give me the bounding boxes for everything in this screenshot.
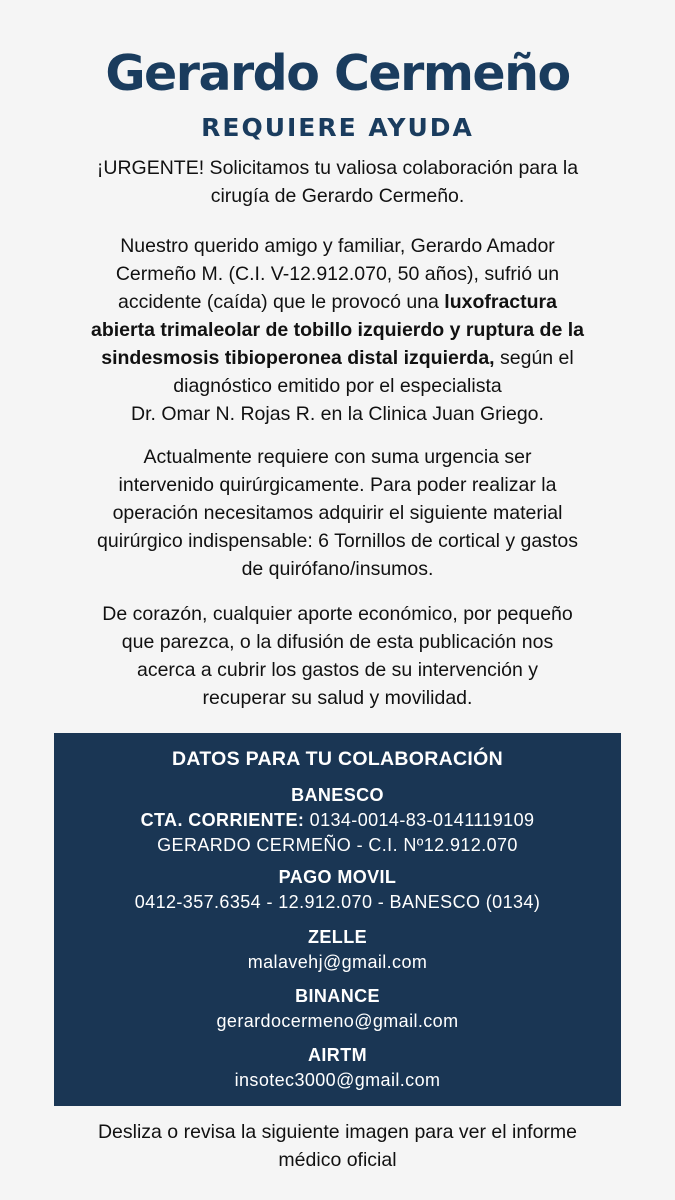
appeal-line: que parezca, o la difusión de esta publicación nos — [121, 631, 554, 653]
intro-line: ¡URGENTE! Solicitamos tu valiosa colaboración para la — [96, 157, 579, 179]
diagnosis-bold: abierta trimaleolar de tobillo izquierdo y ruptura de la — [90, 319, 584, 341]
banesco-holder: GERARDO CERMEÑO - C.I. Nº12.912.070 — [157, 835, 518, 855]
footer-line: médico oficial — [278, 1149, 397, 1171]
need-line: intervenido quirúrgicamente. Para poder realizar la — [118, 474, 557, 496]
story-text: accidente (caída) que le provocó una — [118, 291, 445, 313]
footer-line: Desliza o revisa la siguiente imagen para ver el informe — [97, 1121, 578, 1143]
zelle-email: malavehj@gmail.com — [247, 952, 428, 972]
need-line: de quirófano/insumos. — [241, 558, 434, 580]
story-line — [40, 288, 635, 316]
need-line: quirúrgico indispensable: 6 Tornillos de cortical y gastos — [97, 530, 578, 552]
account-label: CTA. CORRIENTE: — [140, 810, 305, 830]
diagnosis-bold: sindesmosis tibioperonea distal izquierda, — [101, 347, 495, 369]
banesco-block — [54, 783, 621, 858]
airtm-email: insotec3000@gmail.com — [234, 1070, 441, 1090]
intro-line: cirugía de Gerardo Cermeño. — [210, 185, 465, 207]
airtm-block — [54, 1043, 621, 1093]
page-subtitle: REQUIERE AYUDA — [201, 113, 474, 142]
airtm-heading: AIRTM — [308, 1045, 367, 1065]
need-paragraph — [40, 443, 635, 583]
need-line: Actualmente requiere con suma urgencia ser — [143, 446, 532, 468]
footer-note — [40, 1118, 635, 1174]
pago-movil-value: 0412-357.6354 - 12.912.070 - BANESCO (0134) — [134, 892, 541, 912]
story-line: diagnóstico emitido por el especialista — [173, 375, 502, 397]
binance-heading: BINANCE — [295, 986, 380, 1006]
account-number: 0134-0014-83-0141119109 — [304, 810, 535, 830]
intro-paragraph — [40, 154, 635, 210]
banesco-account — [54, 808, 621, 833]
binance-block — [54, 984, 621, 1034]
story-line — [40, 344, 635, 372]
appeal-line: acerca a cubrir los gastos de su intervención y — [136, 659, 539, 681]
story-line — [40, 316, 635, 344]
diagnosis-bold: luxofractura — [444, 291, 557, 313]
pago-movil-heading: PAGO MOVIL — [278, 867, 397, 887]
donation-box-title: DATOS PARA TU COLABORACIÓN — [172, 748, 503, 770]
story-text: según el — [494, 347, 574, 369]
story-line: Nuestro querido amigo y familiar, Gerardo Amador — [120, 235, 555, 257]
pago-movil-block — [54, 865, 621, 915]
banesco-heading: BANESCO — [291, 785, 384, 805]
zelle-heading: ZELLE — [308, 927, 367, 947]
donation-box — [54, 733, 621, 1106]
need-line: operación necesitamos adquirir el siguiente material — [112, 502, 563, 524]
appeal-paragraph — [40, 600, 635, 712]
story-paragraph — [40, 232, 635, 428]
zelle-block — [54, 925, 621, 975]
story-line: Dr. Omar N. Rojas R. en la Clinica Juan Griego. — [131, 403, 544, 425]
appeal-line: recuperar su salud y movilidad. — [202, 687, 473, 709]
appeal-line: De corazón, cualquier aporte económico, por pequeño — [102, 603, 573, 625]
binance-email: gerardocermeno@gmail.com — [216, 1011, 459, 1031]
story-line: Cermeño M. (C.I. V-12.912.070, 50 años), sufrió un — [115, 263, 560, 285]
page-title: Gerardo Cermeño — [105, 45, 570, 102]
